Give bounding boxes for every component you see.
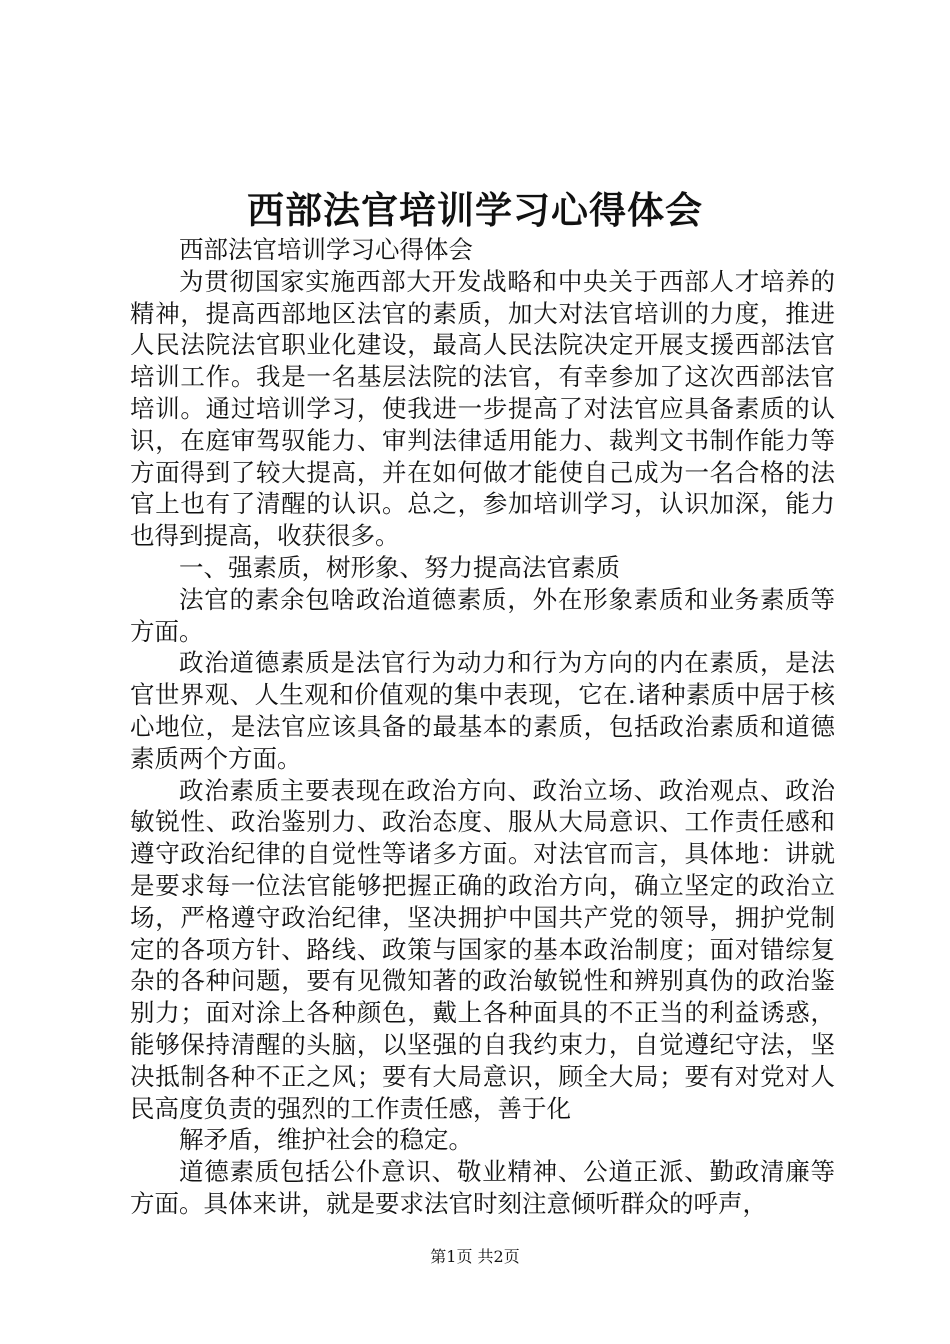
page-footer: 第1页 共2页 (430, 1247, 520, 1266)
paragraph: 政治道德素质是法官行为动力和行为方向的内在素质，是法官世界观、人生观和价值观的集中表现，它在.诸种素质中居于核心地位，是法官应该具备的最基本的素质，包括政治素质和道德素质两个方面。 (130, 648, 835, 773)
paragraph: 法官的素余包啥政治道德素质，外在形象素质和业务素质等方面。 (130, 584, 835, 646)
paragraph: 解矛盾，维护社会的稳定。 (179, 1125, 473, 1155)
document-body (130, 234, 835, 1220)
paragraph: 政治素质主要表现在政治方向、政治立场、政治观点、政治敏锐性、政治鉴别力、政治态度、服从大局意识、工作责任感和遵守政治纪律的自觉性等诸多方面。对法官而言，具体地：讲就是要求每一位法官能够把握正确的政治方向，确立坚定的政治立场，严格遵守政治纪律，坚决拥护中国共产党的领导，拥护党制定的各项方针、路线、政策与国家的基本政治制度；面对错综复杂的各种问题，要有见微知著的政治敏锐性和辨别真伪的政治鉴别力；面对涂上各种颜色，戴上各种面具的不正当的利益诱惑，能够保持清醒的头脑，以坚强的自我约束力，自觉遵纪守法，坚决抵制各种不正之风；要有大局意识，顾全大局；要有对党对人民高度负责的强烈的工作责任感，善于化 (130, 775, 835, 1123)
document-title: 西部法官培训学习心得体会 (247, 188, 703, 232)
paragraph: 一、强素质，树形象、努力提高法官素质 (179, 552, 620, 582)
paragraph: 为贯彻国家实施西部大开发战略和中央关于西部人才培养的精神，提高西部地区法官的素质，加大对法官培训的力度，推进人民法院法官职业化建设，最高人民法院决定开展支援西部法官培训工作。我是一名基层法院的法官，有幸参加了这次西部法官培训。通过培训学习，使我进一步提高了对法官应具备素质的认识，在庭审驾驭能力、审判法律适用能力、裁判文书制作能力等方面得到了较大提高，并在如何做才能使自己成为一名合格的法官上也有了清醒的认识。总之，参加培训学习，认识加深，能力也得到提高，收获很多。 (130, 266, 835, 551)
paragraph: 西部法官培训学习心得体会 (179, 235, 473, 264)
paragraph: 道德素质包括公仆意识、敬业精神、公道正派、勤政清廉等方面。具体来讲，就是要求法官时刻注意倾听群众的呼声， (130, 1157, 835, 1218)
